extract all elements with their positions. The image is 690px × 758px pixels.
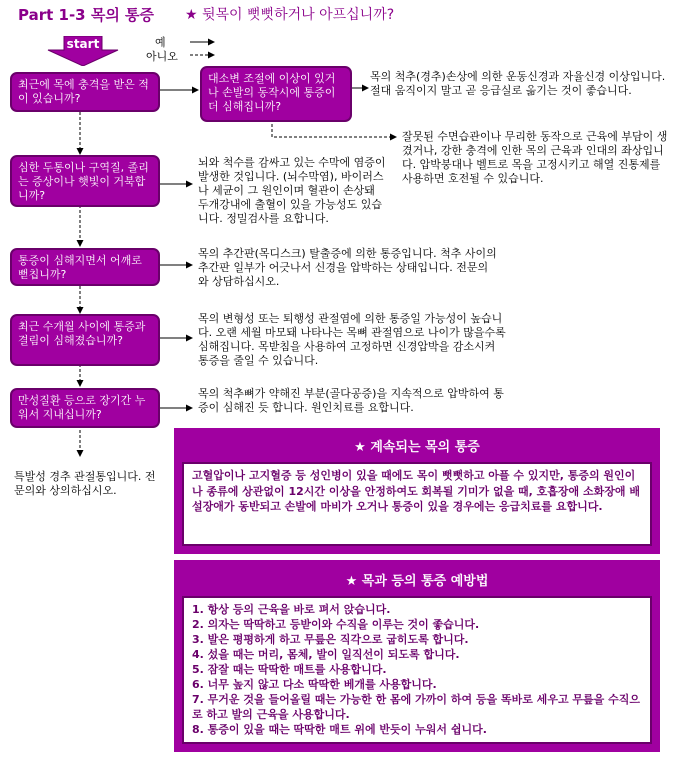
prevention-tip: 6. 너무 높지 않고 다소 딱딱한 베개를 사용합니다. [192,678,437,691]
prevention-tip: 3. 발은 평평하게 하고 무릎은 직각으로 굽히도록 합니다. [192,633,469,646]
prevention-tip: 8. 통증이 있을 때는 딱딱한 매트 위에 반듯이 누워서 쉽니다. [192,723,487,736]
answer-arthritis: 목의 변형성 또는 퇴행성 관절염에 의한 통증일 가능성이 높습니다. 오랜 세월 마모돼 나타나는 목뼈 관절염으로 나이가 많을수록 심해집니다. 목받침을 사용하여 고정하면 신경압박을 감소시켜 통증을 줄일 수 있습니다. [198,312,506,367]
persistent-pain-body: 고혈압이나 고지혈증 등 성인병이 있을 때에도 목이 뻣뻣하고 아플 수 있지만, 통증의 원인이나 종류에 상관없이 12시간 이상을 안정하여도 회복될 기미가 없을 때, 호흡장애 소화장애 배설장애가 동반되고 손발에 마비가 오거나 통증이 있을 경우에는 응급치료를 요합니다. [182,462,652,546]
prevention-tip: 1. 항상 등의 근육을 바로 펴서 앉습니다. [192,603,391,616]
legend-no-label: 아니오 [146,50,178,63]
legend-yes-label: 예 [155,36,166,49]
page-subtitle: ★ 뒷목이 뻣뻣하거나 아프십니까? [185,7,395,23]
answer-spinal-injury: 목의 척추(경추)손상에 의한 운동신경과 자율신경 이상입니다. 절대 움직이지 말고 곧 응급실로 옮기는 것이 좋습니다. [370,70,666,97]
page-title: Part 1-3 목의 통증 [18,6,155,24]
question-headache: 심한 두통이나 구역질, 졸리는 증상이나 햇빛이 거북합니까? [10,155,160,207]
prevention-heading: ★ 목과 등의 통증 예방법 [345,574,489,589]
answer-osteoporosis: 목의 척추뼈가 약해진 부분(골다공증)을 지속적으로 압박하여 통증이 심해진 듯 합니다. 원인치료를 요합니다. [198,387,504,414]
answer-idiopathic: 특발성 경추 관절통입니다. 전문의와 상의하십시오. [14,470,156,497]
persistent-pain-panel [174,428,660,554]
persistent-pain-heading: ★ 계속되는 목의 통증 [354,440,480,455]
answer-meningitis: 뇌와 척수를 감싸고 있는 수막에 염증이 발생한 것입니다. (뇌수막염), 바이러스나 세균이 그 원인이며 혈관이 손상돼 두개강내에 출혈이 있을 가능성도 있습니다. 정밀검사를 요합니다. [198,156,386,225]
prevention-panel [174,560,660,752]
prevention-tip: 7. 무거운 것을 들어올릴 때는 가능한 한 몸에 가까이 하여 등을 똑바로 세우고 무릎을 수직으로 하고 발의 근육을 사용합니다. [192,693,640,721]
prevention-tip: 4. 섰을 때는 머리, 몸체, 발이 일직선이 되도록 합니다. [192,648,460,661]
answer-disc: 목의 추간판(목디스크) 탈출증에 의한 통증입니다. 척추 사이의 추간판 일부가 어긋나서 신경을 압박하는 상태입니다. 전문의와 상담하십시오. [198,247,497,288]
question-bedridden: 만성질환 등으로 장기간 누워서 지내십니까? [10,388,160,428]
question-bladder-control: 대소변 조절에 이상이 있거나 손발의 동작시에 통증이 더 심해집니까? [200,66,352,122]
start-label: start [66,37,100,51]
question-neck-impact: 최근에 목에 충격을 받은 적이 있습니까? [10,72,160,112]
prevention-list-box [182,596,652,744]
prevention-tip: 2. 의자는 딱딱하고 등받이와 수직을 이루는 것이 좋습니다. [192,618,480,631]
answer-posture-strain: 잘못된 수면습관이나 무리한 동작으로 근육에 부담이 생겼거나, 강한 충격에 인한 목의 근육과 인대의 좌상입니다. 압박붕대나 벨트로 목을 고정시키고 해열 진통제를 사용하면 호전될 수 있습니다. [402,130,668,185]
question-shoulder-pain: 통증이 심해지면서 어깨로 뻗칩니까? [10,248,160,286]
question-worsening-pain: 최근 수개월 사이에 통증과 결림이 심해졌습니까? [10,314,160,366]
prevention-tip: 5. 잠잘 때는 딱딱한 매트를 사용합니다. [192,663,387,676]
